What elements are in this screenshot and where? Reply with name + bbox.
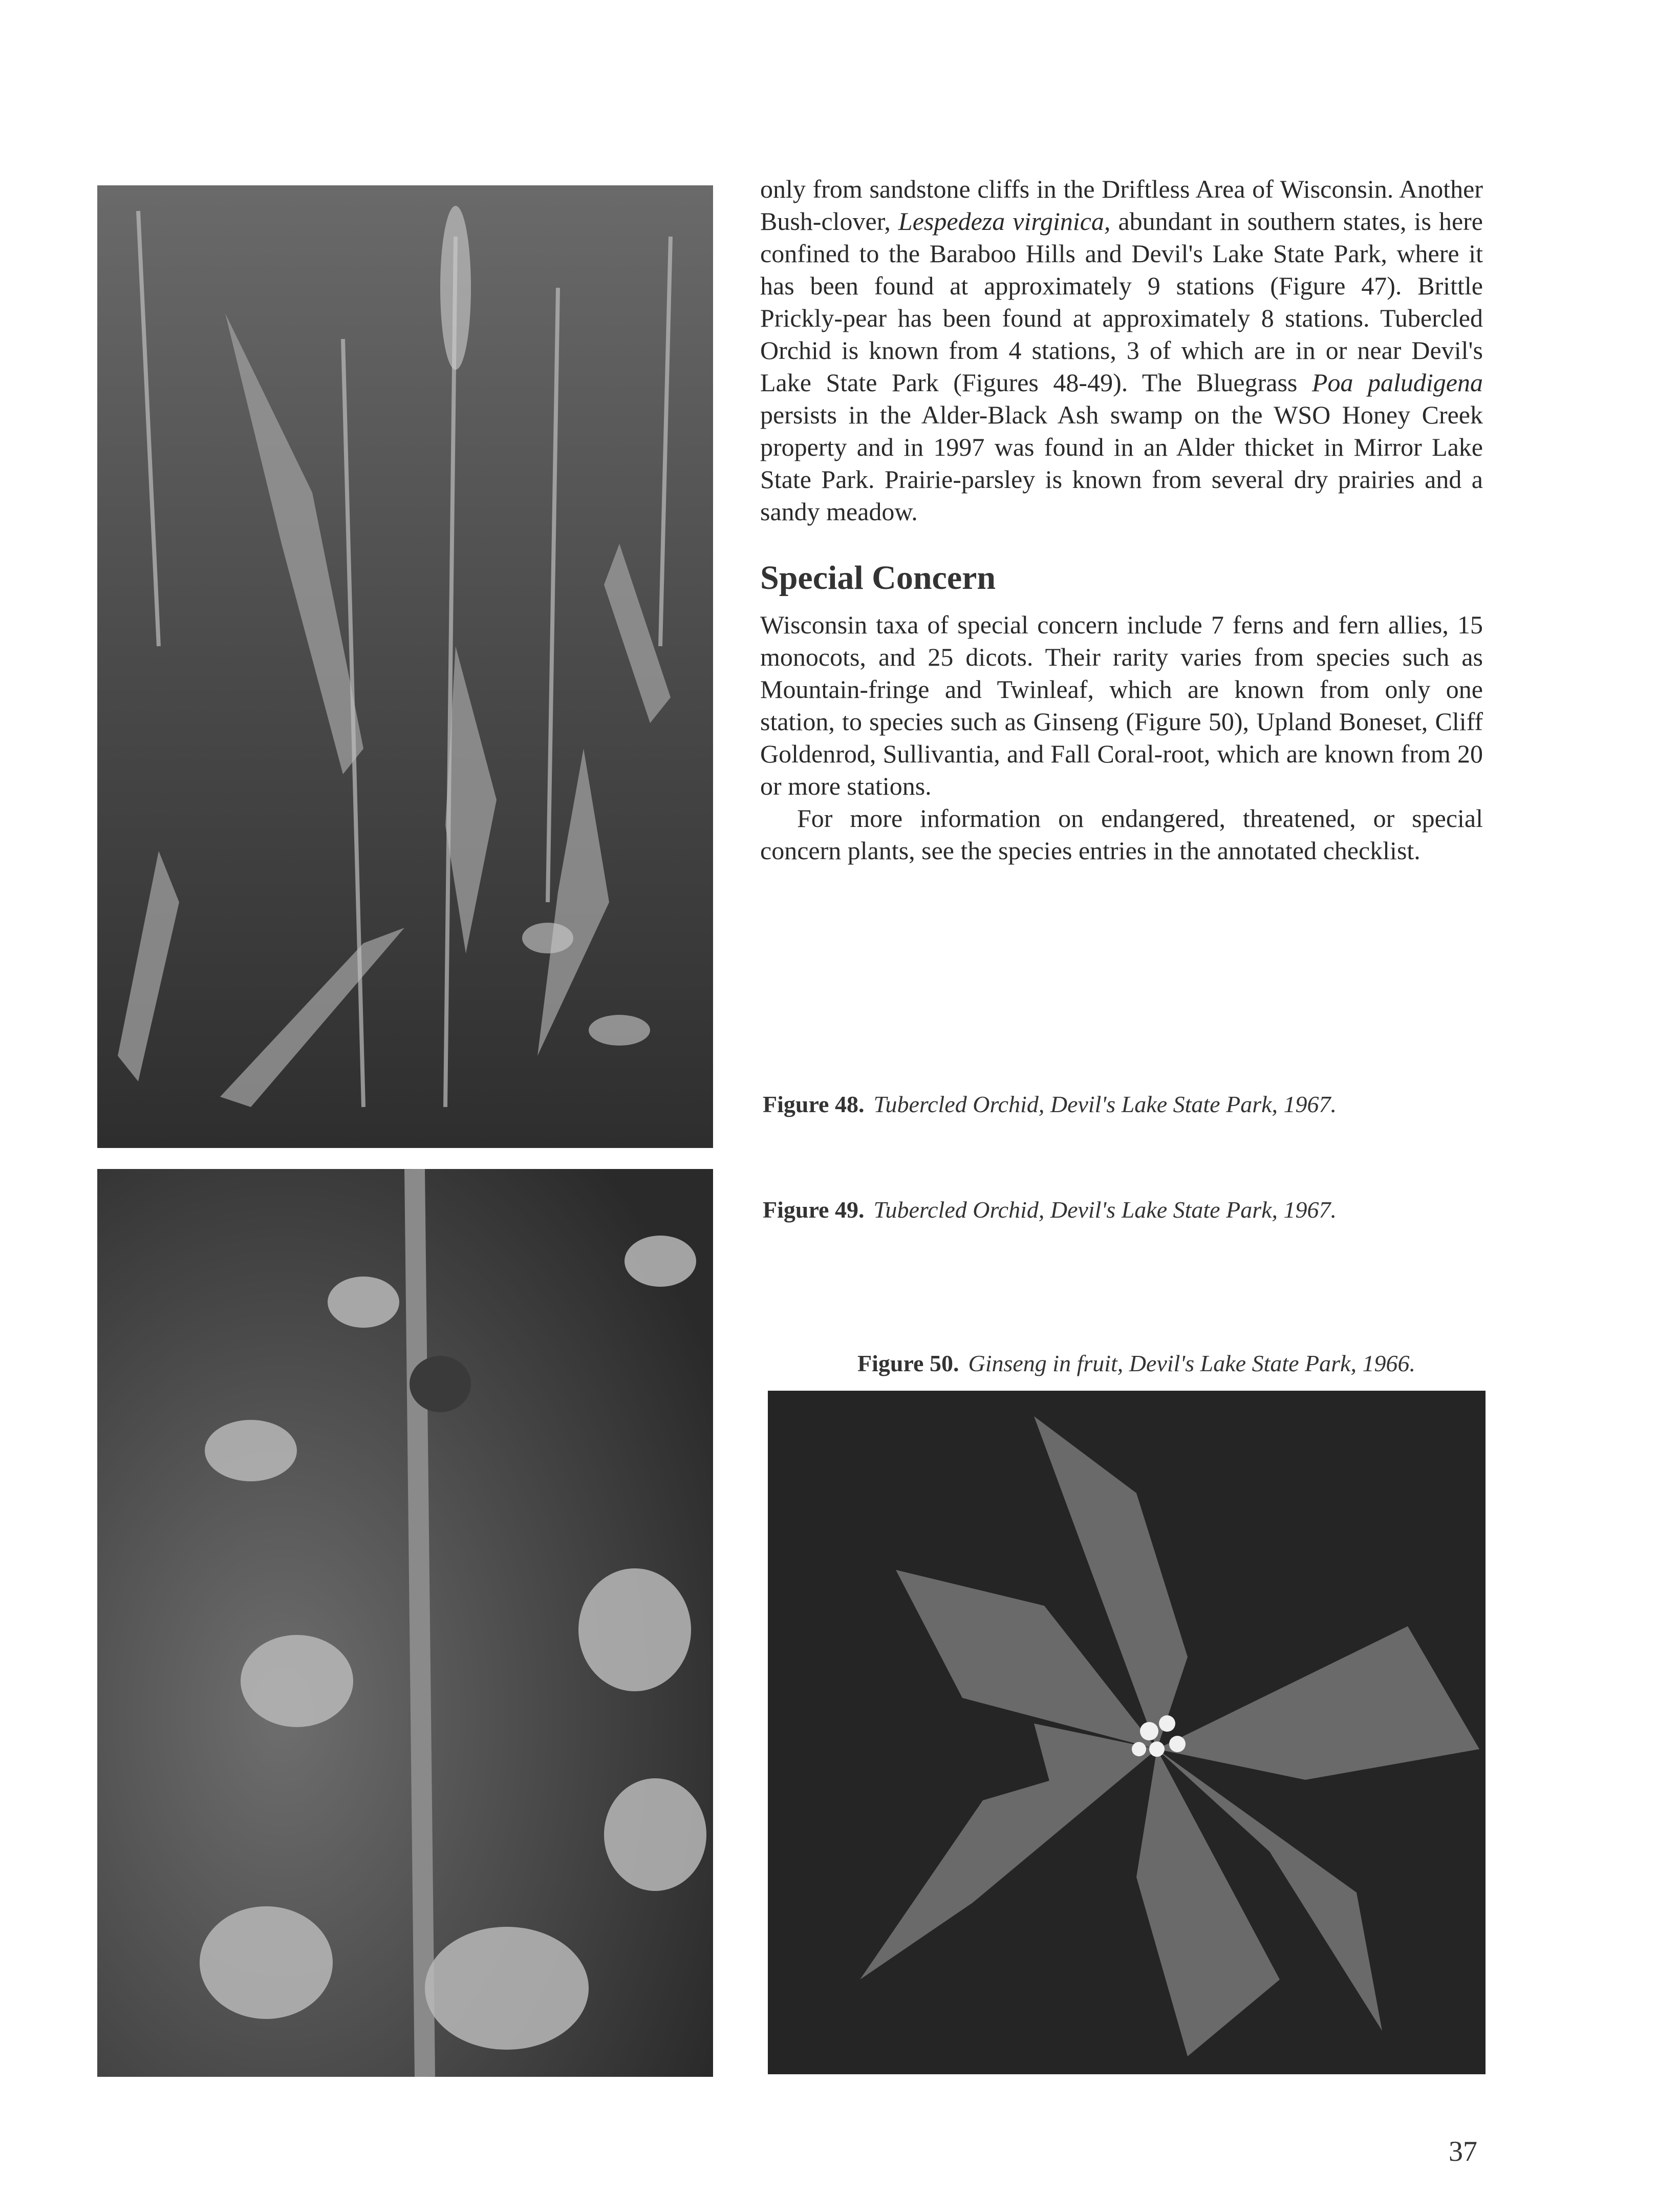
species-name: Poa paludigena (1311, 368, 1483, 397)
figure-48-caption (763, 1091, 1337, 1118)
figure-49-photo (97, 1169, 713, 2077)
figure-label: Figure 50. (857, 1350, 959, 1376)
text-span: persists in the Alder-Black Ash swamp on the WSO Honey Creek property and in 1997 was found in an Alder thicket in Mirror Lake State Park. Prairie-parsley is known from several dry prairies and a sandy meadow. (760, 400, 1483, 526)
text-span: only from sandstone cliffs in the Driftless Area of Wisconsin. Another Bush-clover, (760, 175, 1483, 236)
text-span: abundant in southern states, is here confined to the Baraboo Hills and Devil's Lake State Park, where it has been found at approximately 9 stations (Figure 47). Brittle Prickly-pear has been found at approximately 8 stations. Tubercled Orchid is known from 4 stations, 3 of which are in or near Devil's Lake State Park (Figures 48-49). The Bluegrass (760, 207, 1483, 397)
figure-48-photo (97, 185, 713, 1148)
figure-50-photo (768, 1391, 1486, 2074)
figure-label: Figure 49. (763, 1197, 865, 1223)
figure-49-caption (763, 1196, 1337, 1223)
caption-text: Tubercled Orchid, Devil's Lake State Park, 1967. (873, 1197, 1337, 1223)
body-text (760, 173, 1483, 867)
figure-label: Figure 48. (763, 1091, 865, 1117)
caption-text: Tubercled Orchid, Devil's Lake State Park, 1967. (873, 1091, 1337, 1117)
paragraph-3: For more information on endangered, threatened, or special concern plants, see the species entries in the annotated checklist. (760, 804, 1483, 865)
figure-50-caption (857, 1350, 1415, 1377)
paragraph-2: Wisconsin taxa of special concern include 7 ferns and fern allies, 15 monocots, and 25 dicots. Their rarity varies from species such as Mountain-fringe and Twinleaf, which are known from only one station, to species such as Ginseng (Figure 50), Upland Boneset, Cliff Goldenrod, Sullivantia, and Fall Coral-root, which are known from 20 or more stations. (760, 610, 1483, 800)
section-heading: Special Concern (760, 559, 996, 597)
species-name: Lespedeza virginica, (898, 207, 1111, 236)
page-number: 37 (1449, 2136, 1477, 2167)
paragraph-1 (760, 173, 1483, 528)
caption-text: Ginseng in fruit, Devil's Lake State Park, 1966. (968, 1350, 1415, 1376)
